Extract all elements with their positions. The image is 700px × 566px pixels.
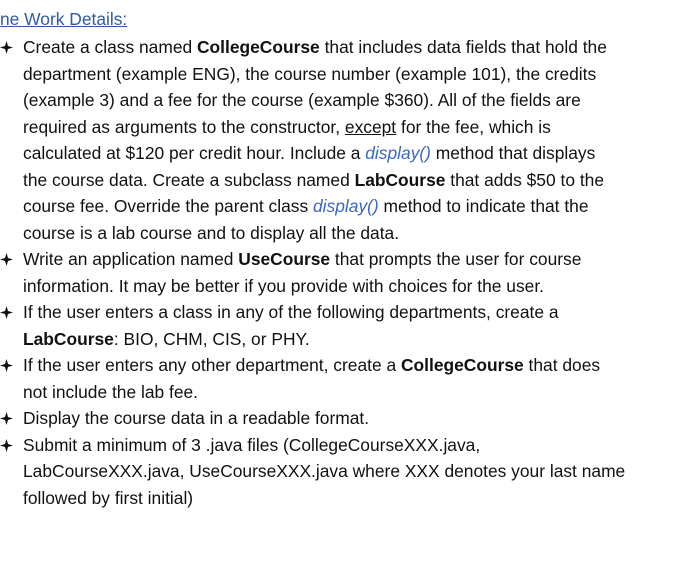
text-line: department (example ENG), the course number (example 101), the credits <box>23 63 597 84</box>
text-line: not include the lab fee. <box>23 381 199 402</box>
list-item <box>0 352 700 405</box>
diamond-bullet-icon <box>0 253 13 266</box>
text-line: (example 3) and a fee for the course (example $360). All of the fields are <box>23 90 581 110</box>
list-item <box>0 432 700 512</box>
text-line: calculated at $120 per credit hour. Include a display() method that displays <box>23 143 596 163</box>
text-line: followed by first initial) <box>23 487 194 508</box>
text-line: LabCourse: BIO, CHM, CIS, or PHY. <box>23 328 310 349</box>
text-line: If the user enters any other department, create a CollegeCourse that does <box>23 355 601 375</box>
diamond-bullet-icon <box>0 439 13 452</box>
text-line: course fee. Override the parent class display() method to indicate that the <box>23 196 589 216</box>
list-item <box>0 299 700 352</box>
text-line: course is a lab course and to display all the data. <box>23 222 400 243</box>
diamond-bullet-icon <box>0 359 13 372</box>
text-line: If the user enters a class in any of the following departments, create a <box>23 302 559 322</box>
text-line: Create a class named CollegeCourse that includes data fields that hold the <box>23 37 607 57</box>
list-item <box>0 405 700 432</box>
text-line: information. It may be better if you provide with choices for the user. <box>23 275 545 296</box>
list-item <box>0 246 700 299</box>
diamond-bullet-icon <box>0 306 13 319</box>
text-line: Display the course data in a readable format. <box>23 408 370 428</box>
section-heading: ne Work Details: <box>0 9 128 29</box>
diamond-bullet-icon <box>0 41 13 54</box>
text-line: Submit a minimum of 3 .java files (CollegeCourseXXX.java, <box>23 434 481 455</box>
text-line: required as arguments to the constructor, except for the fee, which is <box>23 116 551 137</box>
text-line: Write an application named UseCourse that prompts the user for course <box>23 249 582 269</box>
diamond-bullet-icon <box>0 412 13 425</box>
bullet-list <box>0 34 700 511</box>
text-line: LabCourseXXX.java, UseCourseXXX.java where XXX denotes your last name <box>23 461 626 481</box>
text-line: the course data. Create a subclass named LabCourse that adds $50 to the <box>23 169 604 190</box>
list-item <box>0 34 700 246</box>
